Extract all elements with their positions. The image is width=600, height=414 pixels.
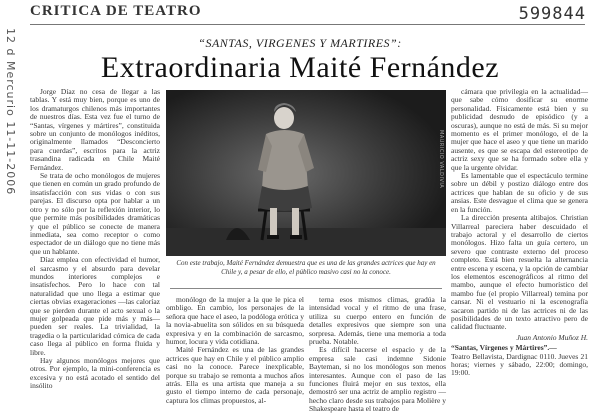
author-signature: Juan Antonio Muñoz H. <box>516 332 588 342</box>
article-headline: Extraordinaria Maité Fernández <box>100 51 500 84</box>
article-column-3 <box>309 295 446 414</box>
paragraph: monólogo de la mujer a la que le pica el ombligo. En cambio, los personajes de la señora que hace el aseo, la podóloga erótica y la novia-abuelita son sólidos en su búsqueda expresiva y en la combinación de sarcasmo, humor, locura y vida cotidiana. <box>166 295 304 347</box>
paragraph: Es lamentable que el espectáculo termine sobre un débil y postizo diálogo entre dos actrices que hablan de su oficio y de sus ansias. Este desvague el clima que se genera en la función. <box>451 171 588 214</box>
show-credits-title: “Santas, Vírgenes y Mártires”.— <box>451 343 557 353</box>
caption-divider <box>170 288 442 289</box>
section-heading: CRITICA DE TEATRO <box>30 3 202 19</box>
photo-caption: Con este trabajo, Maité Fernández demuestra que es una de las grandes actrices que hay en Chile y, a pesar de ello, el público masivo casi no la conoce. <box>176 259 436 276</box>
handwritten-date-note: 12 d Mercurio 11-11-2006 <box>4 28 17 196</box>
paragraph: Hay algunos monólogos mejores que otros. Por ejemplo, la mini-conferencia es excesiva y no está acotado el sentido del insólito <box>30 356 160 391</box>
article-column-1 <box>30 88 160 406</box>
show-credits-detail: Teatro Bellavista, Dardignac 0110. Jueves 21 horas; viernes y sábado, 22:00; domingo, 19:00. <box>451 351 588 378</box>
article-column-4 <box>451 88 588 406</box>
paragraph: Maité Fernández es una de las grandes actrices que hay en Chile y el público amplio casi no la conoce. Parece inexplicable, porque su trabajo se remonta a muchos años atrás. Ella es una artista que maneja a su gusto el tiempo interno de cada personaje, captura los climas propuestos, al- <box>166 345 304 405</box>
actress-photo-image <box>166 90 446 256</box>
photo-credit: MAURICIO VALDIVIA <box>438 130 444 189</box>
paragraph: terna esos mismos climas, gradúa la intensidad vocal y el ritmo de una frase, utiliza su cuerpo entero en función de detalles expresivos que siempre son una sorpresa. Además, tiene una memoria a toda prueba. Notable. <box>309 295 446 347</box>
article-photo <box>166 90 446 256</box>
paragraph: Díaz emplea con efectividad el humor, el sarcasmo y el absurdo para develar mundos interiores complejos e insatisfechos. Pero lo hace con tal naturalidad que uno llega a estimar que ciertas obvias exageraciones —las caloríaz que se pierden durante el acto sexual o la mujer golpeada que pide más y más— pueden ser reales. La trivialidad, la tragedia o la particularidad cómica de cada caso llega al público en forma fluida y libre. <box>30 255 160 357</box>
archive-stamp-number: 599844 <box>518 4 586 24</box>
article-column-2 <box>166 296 304 408</box>
paragraph: cámara que privilegia en la actualidad— que sabe cómo dosificar su enorme personalidad. Físicamente está bien y su publicidad desnudo de episódico (y a oscuras), aunque no está de más. Si su mejor momento es el primer monólogo, el de la mujer que hace el aseo y que tiene un marido ausente, es que se escapa del estereotipo de actriz sexy que se ha formado sobre ella y que la urgente olvidar. <box>451 87 588 172</box>
paragraph: Es difícil hacerse el espacio y de la empresa sale casi indemne Sidonie Bayteman, si no los monólogos son menos interesantes. Aunque con el paso de las funciones fluirá mejor en sus textos, ella demostró ser una actriz de amplio registro —hecho claro desde sus trabajos para Molière y Shakespeare hasta el teatro de <box>309 345 446 414</box>
section-divider <box>30 24 585 25</box>
paragraph: La dirección presenta altibajos. Christian Villarreal pareciera haber descuidado el trabajo actoral y el desarrollo de ciertos monólogos. Hizo falta un guía certero, un severo que contraste externo del proceso completo. Está bien resuelta la alternancia entre escena y escena, y la opción de cambiar los elementos escenográficos al ritmo del mambo, aunque el efecto humorístico del mambo fue (el propio Villarreal) temina por cansar. Ni el vestuario ni la escenografía sacaron partido ni de las actrices ni de las posibilidades de un texto atractivo pero de calidad fluctuante. <box>451 213 588 332</box>
paragraph: Jorge Díaz no cesa de llegar a las tablas. Y está muy bien, porque es uno de los dramaturgos chilenos más importantes de nuestros días. Esta vez fue el turno de “Santas, vírgenes y mártires”, constituida sobre un conjunto de monólogos inéditos, originalmente llamados “Desconcierto para cuerdas”, escritos para la actriz trasandina radicada en Chile Maité Fernández. <box>30 87 160 172</box>
paragraph: Se trata de ocho monólogos de mujeres que tienen en común un grado profundo de insatisfacción con sus vidas o con sus parejas. El discurso opta por hablar a un otro y no sólo por la reflexión interior, lo que permite más posibilidades dramáticas y que el público se conecte de manera inmediata, sea como receptor o como espectador de un diálogo que no tiene más que un hablante. <box>30 171 160 256</box>
article-subtitle: “SANTAS, VIRGENES Y MARTIRES”: <box>198 36 402 50</box>
